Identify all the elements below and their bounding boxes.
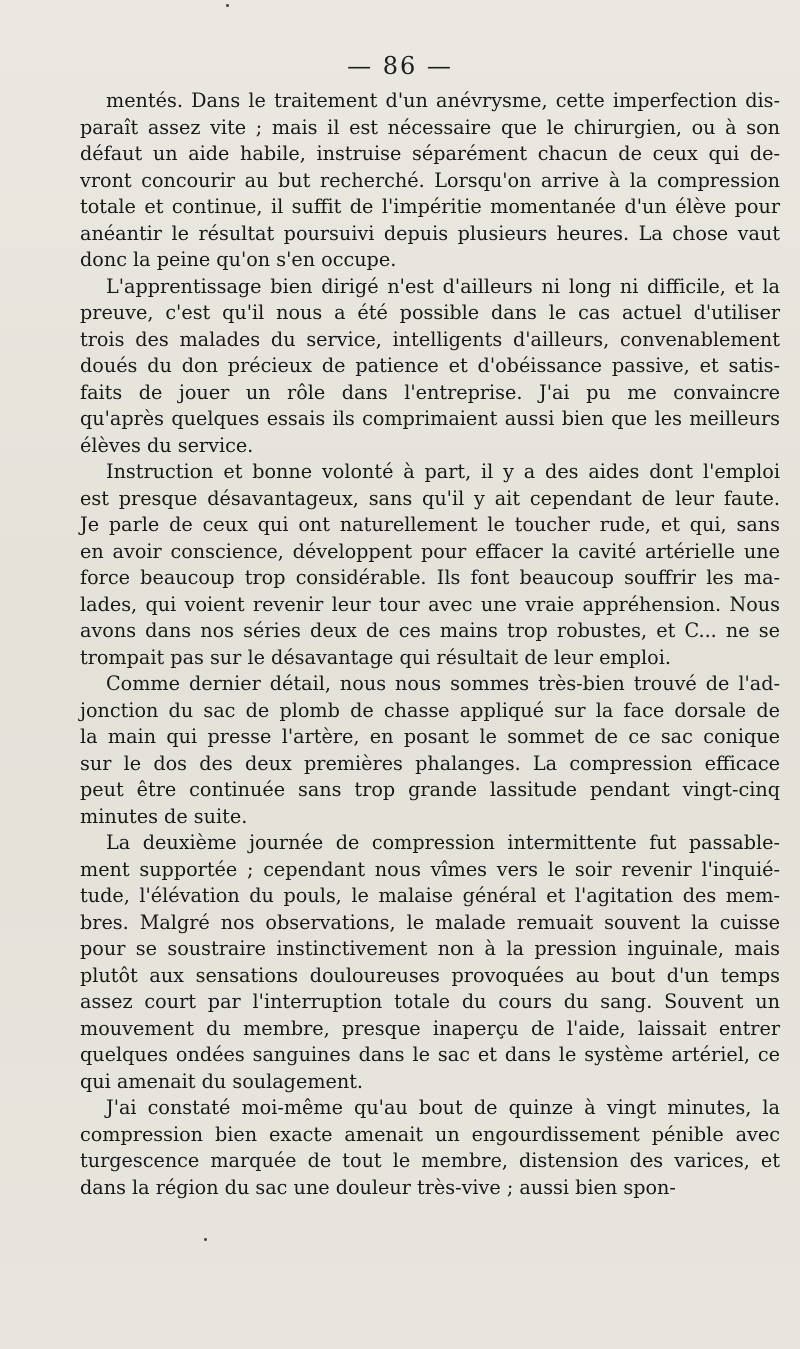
text-line: J'ai constaté moi-même qu'au bout de quinze à vingt minutes, la [106, 1096, 780, 1119]
text-line: L'apprentissage bien dirigé n'est d'ailleurs ni long ni difficile, et la [106, 274, 780, 298]
text-line: trois des malades du service, intelligents d'ailleurs, convenablement [80, 327, 780, 351]
text-line: sur le dos des deux premières phalanges. La compression efficace [80, 751, 780, 775]
text-line: la main qui presse l'artère, en posant le sommet de ce sac conique [80, 725, 780, 748]
text-line: turgescence marquée de tout le membre, distension des varices, et [80, 1149, 780, 1172]
text-line: anéantir le résultat poursuivi depuis plusieurs heures. La chose vaut [80, 221, 780, 245]
paragraph [80, 671, 780, 830]
text-line: trompait pas sur le désavantage qui résultait de leur emploi. [80, 645, 671, 669]
text-line: vront concourir au but recherché. Lorsqu'on arrive à la compression [80, 168, 780, 192]
text-line: doués du don précieux de patience et d'obéissance passive, et satis- [80, 354, 780, 377]
text-line: en avoir conscience, développent pour effacer la cavité artérielle une [80, 539, 780, 563]
text-line: élèves du service. [80, 433, 254, 457]
paragraph [80, 1095, 780, 1201]
text-line: qu'après quelques essais ils comprimaient aussi bien que les meilleurs [80, 407, 780, 430]
text-line: La deuxième journée de compression intermittente fut passable- [106, 831, 780, 854]
paragraph [80, 830, 780, 1095]
text-line: mentés. Dans le traitement d'un anévrysme, cette imperfection dis- [106, 89, 780, 112]
body-text [80, 88, 780, 1201]
text-line: quelques ondées sanguines dans le sac et dans le système artériel, ce [80, 1043, 780, 1066]
print-speck [226, 4, 229, 7]
text-line: compression bien exacte amenait un engourdissement pénible avec [80, 1122, 780, 1146]
text-line: dans la région du sac une douleur très-vive ; aussi bien spon- [80, 1175, 676, 1199]
text-line: Comme dernier détail, nous nous sommes très-bien trouvé de l'ad- [106, 672, 780, 695]
text-line: force beaucoup trop considérable. Ils font beaucoup souffrir les ma- [80, 566, 780, 589]
text-line: défaut un aide habile, instruise séparément chacun de ceux qui de- [80, 142, 780, 165]
text-line: mouvement du membre, presque inaperçu de l'aide, laissait entrer [80, 1016, 780, 1040]
text-line: est presque désavantageux, sans qu'il y ait cependant de leur faute. [80, 486, 780, 510]
text-line: jonction du sac de plomb de chasse appliqué sur la face dorsale de [80, 698, 780, 722]
text-line: ment supportée ; cependant nous vîmes vers le soir revenir l'inquié- [80, 857, 780, 881]
paragraph [80, 459, 780, 671]
text-line: peut être continuée sans trop grande lassitude pendant vingt-cinq [80, 778, 780, 801]
text-line: avons dans nos séries deux de ces mains trop robustes, et C... ne se [80, 619, 780, 642]
text-line: lades, qui voient revenir leur tour avec une vraie appréhension. Nous [80, 592, 780, 616]
paragraph [80, 88, 780, 274]
text-line: paraît assez vite ; mais il est nécessaire que le chirurgien, ou à son [80, 115, 780, 139]
text-line: Je parle de ceux qui ont naturellement le toucher rude, et qui, sans [80, 513, 780, 536]
paragraph [80, 274, 780, 460]
text-line: preuve, c'est qu'il nous a été possible dans le cas actuel d'utiliser [80, 301, 780, 324]
print-speck [204, 1238, 207, 1241]
text-line: donc la peine qu'on s'en occupe. [80, 248, 397, 271]
text-line: plutôt aux sensations douloureuses provoquées au bout d'un temps [80, 963, 780, 987]
text-line: Instruction et bonne volonté à part, il y a des aides dont l'emploi [106, 460, 780, 483]
text-line: qui amenait du soulagement. [80, 1069, 364, 1093]
text-line: tude, l'élévation du pouls, le malaise général et l'agitation des mem- [80, 884, 780, 907]
text-line: assez court par l'interruption totale du cours du sang. Souvent un [80, 990, 780, 1013]
text-line: faits de jouer un rôle dans l'entreprise. J'ai pu me convaincre [80, 380, 780, 404]
text-line: minutes de suite. [80, 804, 248, 828]
page-number: — 86 — [347, 52, 453, 80]
text-line: pour se soustraire instinctivement non à la pression inguinale, mais [80, 937, 780, 960]
text-line: totale et continue, il suffit de l'impéritie momentanée d'un élève pour [80, 195, 780, 218]
text-line: bres. Malgré nos observations, le malade remuait souvent la cuisse [80, 910, 780, 934]
